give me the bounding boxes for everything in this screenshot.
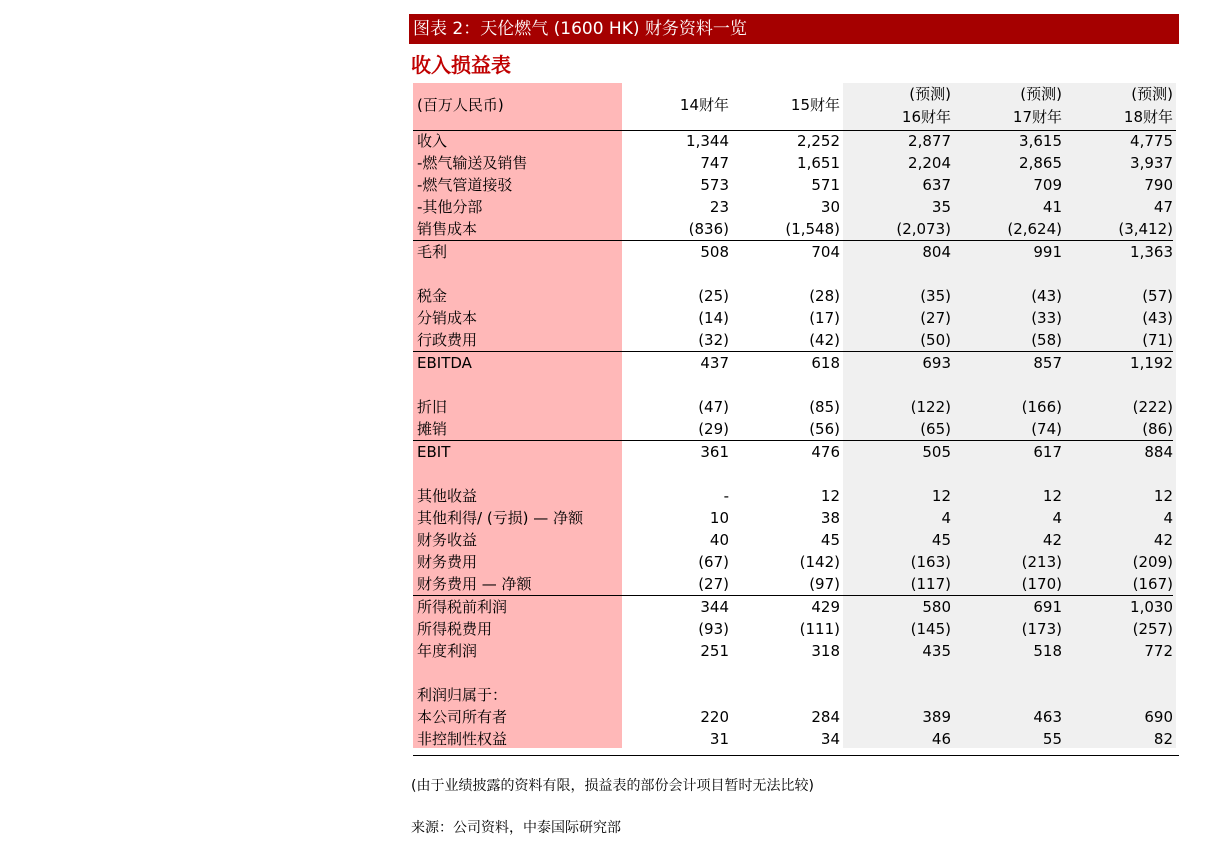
row-value	[622, 374, 729, 396]
row-value	[840, 684, 951, 706]
table-row	[413, 485, 1173, 507]
row-label: 财务费用 — 净额	[417, 575, 532, 593]
row-value: 618	[729, 352, 840, 375]
table-row	[413, 551, 1173, 573]
row-value: 580	[840, 596, 951, 619]
row-value	[1062, 463, 1173, 485]
row-value: (14)	[698, 309, 729, 327]
row-value: 41	[1042, 198, 1062, 216]
row-value: (58)	[1031, 331, 1062, 349]
row-value	[840, 463, 951, 485]
row-value: 42	[1153, 531, 1173, 549]
row-label	[413, 374, 622, 396]
row-label: -燃气输送及销售	[417, 154, 528, 172]
row-value: (71)	[1142, 331, 1173, 349]
row-value: (42)	[809, 331, 840, 349]
row-value: 4	[1052, 509, 1062, 527]
row-value: 637	[922, 176, 951, 194]
row-value	[1062, 662, 1173, 684]
row-value: (93)	[698, 620, 729, 638]
row-value: 318	[811, 642, 840, 660]
row-value: 476	[729, 441, 840, 464]
year-label-18: 18财年	[1123, 108, 1173, 126]
table-row	[413, 529, 1173, 551]
row-label	[413, 263, 622, 285]
forecast-tag-18: (预测)	[1131, 85, 1173, 103]
row-value: 2,877	[908, 132, 951, 150]
row-value: (67)	[698, 553, 729, 571]
row-label: 所得税费用	[417, 620, 493, 638]
row-label: 销售成本	[417, 220, 478, 238]
row-value	[840, 374, 951, 396]
table-row	[413, 418, 1173, 441]
row-value: 617	[951, 441, 1062, 464]
table-row	[413, 285, 1173, 307]
table-bottom-rule	[413, 755, 1179, 756]
row-label: 其他利得/ (亏损) — 净额	[417, 509, 584, 527]
row-value: (166)	[1021, 398, 1062, 416]
row-value: (86)	[1142, 420, 1173, 438]
row-value: 857	[951, 352, 1062, 375]
row-value	[622, 463, 729, 485]
row-value: 40	[709, 531, 729, 549]
row-value: 991	[951, 241, 1062, 264]
table-row	[413, 130, 1173, 152]
row-value: (29)	[698, 420, 729, 438]
row-value	[622, 263, 729, 285]
table-row	[413, 706, 1173, 728]
row-value: 34	[820, 730, 840, 748]
row-value	[951, 684, 1062, 706]
table-row	[413, 684, 1173, 706]
row-value: 4	[941, 509, 951, 527]
row-value: -	[723, 487, 729, 505]
row-value: (50)	[920, 331, 951, 349]
row-value: 571	[811, 176, 840, 194]
table-row	[413, 507, 1173, 529]
table-row	[413, 263, 1173, 285]
row-label: 折旧	[417, 398, 448, 416]
row-value: 437	[622, 352, 729, 375]
row-value: (27)	[698, 575, 729, 593]
row-value: (25)	[698, 287, 729, 305]
row-label: 财务收益	[417, 531, 478, 549]
row-value: (142)	[799, 553, 840, 571]
table-body	[413, 130, 1173, 750]
row-value: (167)	[1132, 575, 1173, 593]
row-value: 389	[922, 708, 951, 726]
table-row	[413, 463, 1173, 485]
footnote: (由于业绩披露的资料有限，损益表的部份会计项目暂时无法比较)	[411, 778, 814, 794]
row-label: 行政费用	[417, 331, 478, 349]
table-row	[413, 241, 1173, 264]
row-value: 508	[622, 241, 729, 264]
row-value: 573	[700, 176, 729, 194]
row-label: -燃气管道接驳	[417, 176, 513, 194]
row-value: 4	[1163, 509, 1173, 527]
row-value: 361	[622, 441, 729, 464]
row-value: 747	[700, 154, 729, 172]
row-label: 本公司所有者	[417, 708, 508, 726]
row-value: (65)	[920, 420, 951, 438]
row-value: (74)	[1031, 420, 1062, 438]
row-value: (257)	[1132, 620, 1173, 638]
row-value: 3,615	[1019, 132, 1062, 150]
table-row	[413, 329, 1173, 352]
row-value: 1,363	[1062, 241, 1173, 264]
row-value: 693	[840, 352, 951, 375]
table-row	[413, 573, 1173, 596]
row-value: (33)	[1031, 309, 1062, 327]
row-value: 1,030	[1062, 596, 1173, 619]
row-label: 财务费用	[417, 553, 478, 571]
row-value: 12	[820, 487, 840, 505]
row-value: (222)	[1132, 398, 1173, 416]
row-value: (117)	[910, 575, 951, 593]
table-row	[413, 662, 1173, 684]
row-label: EBITDA	[413, 352, 622, 375]
figure-title: 图表 2：天伦燃气 (1600 HK) 财务资料一览	[409, 14, 1179, 44]
row-label: 非控制性权益	[417, 730, 508, 748]
row-label: 收入	[417, 132, 448, 150]
row-value	[622, 662, 729, 684]
row-value: (173)	[1021, 620, 1062, 638]
year-label-15: 15财年	[790, 96, 840, 114]
row-value: 30	[820, 198, 840, 216]
year-label-17: 17财年	[1012, 108, 1062, 126]
row-value: (17)	[809, 309, 840, 327]
row-value	[1062, 263, 1173, 285]
row-value: 429	[729, 596, 840, 619]
row-value: 251	[700, 642, 729, 660]
row-value: (35)	[920, 287, 951, 305]
row-value: 690	[1144, 708, 1173, 726]
row-value: 2,204	[908, 154, 951, 172]
row-value: (1,548)	[785, 220, 840, 238]
row-value: 2,865	[1019, 154, 1062, 172]
row-value	[729, 374, 840, 396]
row-label: 毛利	[413, 241, 622, 264]
row-value: (163)	[910, 553, 951, 571]
row-value: (2,073)	[896, 220, 951, 238]
row-value: (209)	[1132, 553, 1173, 571]
table-row	[413, 374, 1173, 396]
row-value: 463	[1033, 708, 1062, 726]
row-value: 47	[1153, 198, 1173, 216]
row-value: (57)	[1142, 287, 1173, 305]
row-value: (213)	[1021, 553, 1062, 571]
row-value: 691	[951, 596, 1062, 619]
row-value: 31	[709, 730, 729, 748]
table-row	[413, 441, 1173, 464]
row-value: 518	[1033, 642, 1062, 660]
row-value: (836)	[688, 220, 729, 238]
row-value: 82	[1153, 730, 1173, 748]
row-value: 45	[931, 531, 951, 549]
row-label	[413, 463, 622, 485]
row-value	[951, 374, 1062, 396]
row-value: 790	[1144, 176, 1173, 194]
row-value: 12	[1042, 487, 1062, 505]
row-value	[1062, 684, 1173, 706]
row-value: (97)	[809, 575, 840, 593]
row-value	[840, 662, 951, 684]
row-value: 704	[729, 241, 840, 264]
row-value	[729, 684, 840, 706]
row-value	[622, 684, 729, 706]
row-value: 505	[840, 441, 951, 464]
row-value: 45	[820, 531, 840, 549]
row-value: (43)	[1031, 287, 1062, 305]
row-value	[951, 662, 1062, 684]
row-label: 摊销	[417, 420, 448, 438]
row-value: (2,624)	[1007, 220, 1062, 238]
row-value: 220	[700, 708, 729, 726]
source-line: 来源：公司资料，中泰国际研究部	[411, 820, 621, 836]
row-value	[951, 263, 1062, 285]
row-value: 35	[931, 198, 951, 216]
row-value: 1,651	[797, 154, 840, 172]
row-value: 1,344	[686, 132, 729, 150]
table-row	[413, 196, 1173, 218]
row-value: 46	[931, 730, 951, 748]
row-label: 分销成本	[417, 309, 478, 327]
row-label: -其他分部	[417, 198, 483, 216]
row-value: 284	[811, 708, 840, 726]
table-row	[413, 596, 1173, 619]
table-row	[413, 618, 1173, 640]
row-value: (27)	[920, 309, 951, 327]
row-value: 55	[1042, 730, 1062, 748]
row-value: (145)	[910, 620, 951, 638]
row-label: 所得税前利润	[413, 596, 622, 619]
row-value	[840, 263, 951, 285]
year-label-16: 16财年	[901, 108, 951, 126]
row-value	[729, 463, 840, 485]
row-label	[413, 662, 622, 684]
row-value: (170)	[1021, 575, 1062, 593]
income-statement-table	[413, 130, 1173, 750]
row-value: (3,412)	[1118, 220, 1173, 238]
row-value: 3,937	[1130, 154, 1173, 172]
forecast-tag-17: (预测)	[1020, 85, 1062, 103]
year-label-14: 14财年	[679, 96, 729, 114]
row-value: (122)	[910, 398, 951, 416]
table-row	[413, 174, 1173, 196]
table-row	[413, 396, 1173, 418]
row-value: 42	[1042, 531, 1062, 549]
row-value	[729, 263, 840, 285]
row-label: 税金	[417, 287, 448, 305]
row-value: 38	[820, 509, 840, 527]
row-value	[951, 463, 1062, 485]
row-value: 10	[709, 509, 729, 527]
row-label: 利润归属于：	[417, 686, 508, 704]
row-value: 12	[1153, 487, 1173, 505]
row-value: 884	[1062, 441, 1173, 464]
row-value: 12	[931, 487, 951, 505]
row-value: (43)	[1142, 309, 1173, 327]
row-value: (28)	[809, 287, 840, 305]
row-value: (47)	[698, 398, 729, 416]
table-row	[413, 640, 1173, 662]
row-value: 804	[840, 241, 951, 264]
row-value: (56)	[809, 420, 840, 438]
row-value: (32)	[698, 331, 729, 349]
table-row	[413, 307, 1173, 329]
row-value: (111)	[799, 620, 840, 638]
row-value: 1,192	[1062, 352, 1173, 375]
row-value: 344	[622, 596, 729, 619]
row-label: 其他收益	[417, 487, 478, 505]
unit-label: (百万人民币)	[417, 96, 504, 114]
row-label: EBIT	[413, 441, 622, 464]
row-value: 772	[1144, 642, 1173, 660]
row-value	[729, 662, 840, 684]
row-value	[1062, 374, 1173, 396]
forecast-tag-16: (预测)	[909, 85, 951, 103]
table-row	[413, 728, 1173, 750]
table-row	[413, 152, 1173, 174]
row-value: 23	[709, 198, 729, 216]
row-value: 2,252	[797, 132, 840, 150]
row-value: 709	[1033, 176, 1062, 194]
table-row	[413, 352, 1173, 375]
table-row	[413, 218, 1173, 241]
row-label: 年度利润	[417, 642, 478, 660]
row-value: 4,775	[1130, 132, 1173, 150]
section-subtitle: 收入损益表	[411, 53, 511, 77]
row-value: 435	[922, 642, 951, 660]
row-value: (85)	[809, 398, 840, 416]
